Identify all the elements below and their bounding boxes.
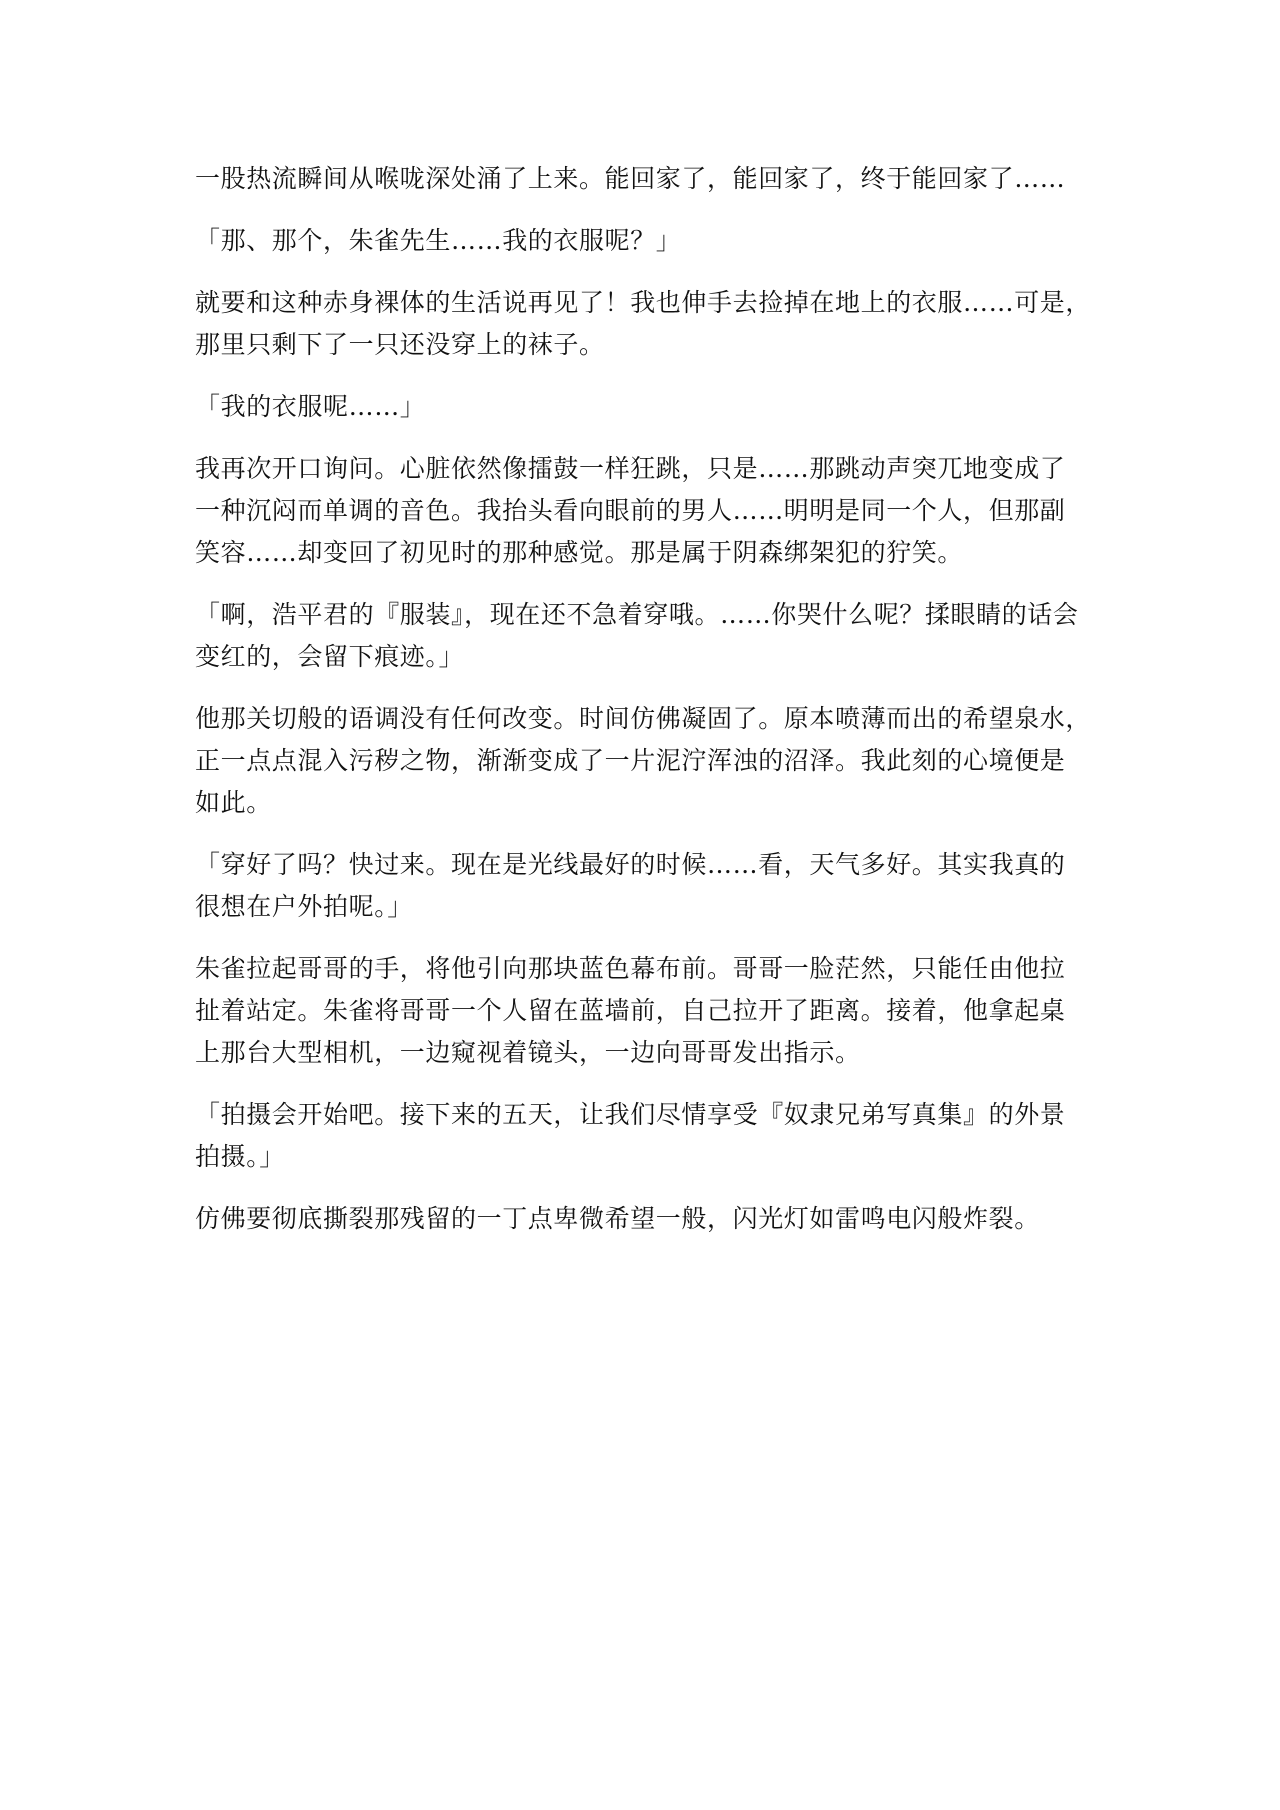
paragraph: 朱雀拉起哥哥的手，将他引向那块蓝色幕布前。哥哥一脸茫然，只能任由他拉 扯着站定。朱雀将哥哥一个人留在蓝墙前，自己拉开了距离。接着，他拿起桌 上那台大型相机，一边窥视着镜头，一边向哥哥发出指示。 (195, 954, 1066, 1067)
paragraph: 「拍摄会开始吧。接下来的五天，让我们尽情享受『奴隶兄弟写真集』的外景 拍摄。」 (195, 1100, 1066, 1171)
paragraph: 仿佛要彻底撕裂那残留的一丁点卑微希望一般，闪光灯如雷鸣电闪般炸裂。 (195, 1204, 1040, 1233)
text-body (195, 158, 1105, 1260)
paragraph: 「那、那个，朱雀先生……我的衣服呢？」 (195, 226, 682, 255)
paragraph: 「我的衣服呢……」 (195, 392, 426, 421)
paragraph: 「啊，浩平君的『服装』，现在还不急着穿哦。……你哭什么呢？揉眼睛的话会 变红的，会留下痕迹。」 (195, 600, 1079, 671)
paragraph: 一股热流瞬间从喉咙深处涌了上来。能回家了，能回家了，终于能回家了…… (195, 164, 1066, 193)
paragraph: 他那关切般的语调没有任何改变。时间仿佛凝固了。原本喷薄而出的希望泉水， 正一点点混入污秽之物，渐渐变成了一片泥泞浑浊的沼泽。我此刻的心境便是 如此。 (195, 704, 1092, 817)
paragraph: 就要和这种赤身裸体的生活说再见了！我也伸手去捡掉在地上的衣服……可是， 那里只剩下了一只还没穿上的袜子。 (195, 288, 1092, 359)
paragraph: 我再次开口询问。心脏依然像擂鼓一样狂跳，只是……那跳动声突兀地变成了 一种沉闷而单调的音色。我抬头看向眼前的男人……明明是同一个人，但那副 笑容……却变回了初见时的那种感觉。那是属于阴森绑架犯的狞笑。 (195, 454, 1066, 567)
paragraph: 「穿好了吗？快过来。现在是光线最好的时候……看，天气多好。其实我真的 很想在户外拍呢。」 (195, 850, 1066, 921)
